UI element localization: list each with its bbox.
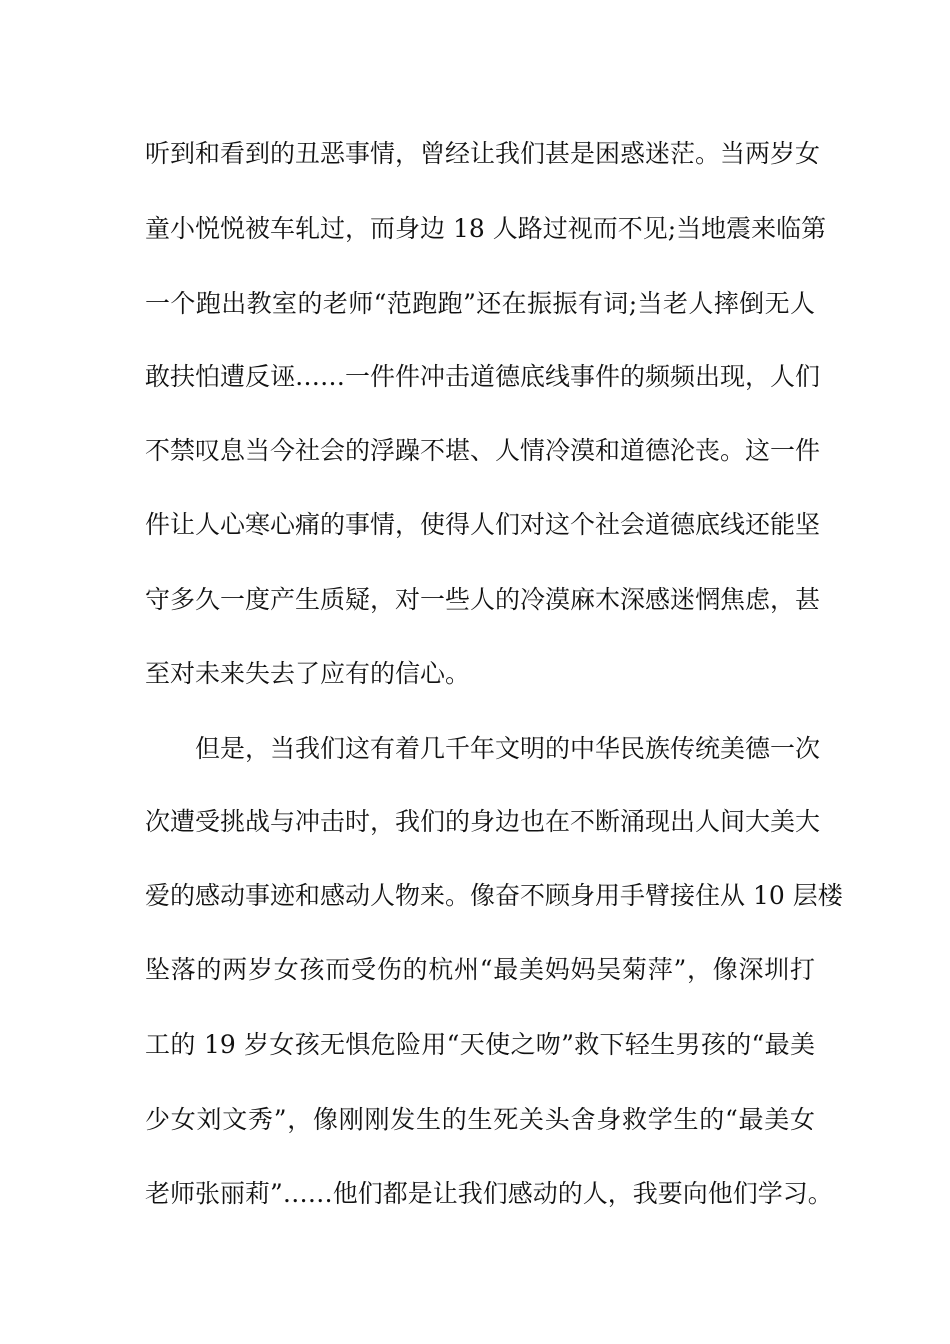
paragraph-1-line-4: 敢扶怕遭反诬……一件件冲击道德底线事件的频频出现，人们: [145, 362, 821, 391]
paragraph-2-line-3: 爱的感动事迹和感动人物来。像奋不顾身用手臂接住从 10 层楼: [145, 881, 843, 910]
paragraph-1-line-5: 不禁叹息当今社会的浮躁不堪、人情冷漠和道德沦丧。这一件: [145, 436, 821, 465]
paragraph-2-line-7: 老师张丽莉”……他们都是让我们感动的人，我要向他们学习。: [145, 1179, 833, 1208]
paragraph-1-line-1: 听到和看到的丑恶事情，曾经让我们甚是困惑迷茫。当两岁女: [145, 139, 821, 168]
paragraph-1-line-2: 童小悦悦被车轧过，而身边 18 人路过视而不见;当地震来临第: [145, 214, 827, 243]
paragraph-1-line-3: 一个跑出教室的老师“范跑跑”还在振振有词;当老人摔倒无人: [145, 289, 815, 318]
paragraph-1-line-7: 守多久一度产生质疑，对一些人的冷漠麻木深感迷惘焦虑，甚: [145, 585, 821, 614]
paragraph-2-line-1: 但是，当我们这有着几千年文明的中华民族传统美德一次: [195, 734, 821, 763]
paragraph-2-line-6: 少女刘文秀”，像刚刚发生的生死关头舍身救学生的“最美女: [145, 1105, 815, 1134]
paragraph-2-line-4: 坠落的两岁女孩而受伤的杭州“最美妈妈吴菊萍”，像深圳打: [145, 955, 815, 984]
paragraph-2-line-2: 次遭受挑战与冲击时，我们的身边也在不断涌现出人间大美大: [145, 807, 821, 836]
paragraph-1-line-6: 件让人心寒心痛的事情，使得人们对这个社会道德底线还能坚: [145, 510, 821, 539]
paragraph-1-line-8: 至对未来失去了应有的信心。: [145, 659, 471, 688]
paragraph-2-line-5: 工的 19 岁女孩无惧危险用“天使之吻”救下轻生男孩的“最美: [145, 1030, 815, 1059]
